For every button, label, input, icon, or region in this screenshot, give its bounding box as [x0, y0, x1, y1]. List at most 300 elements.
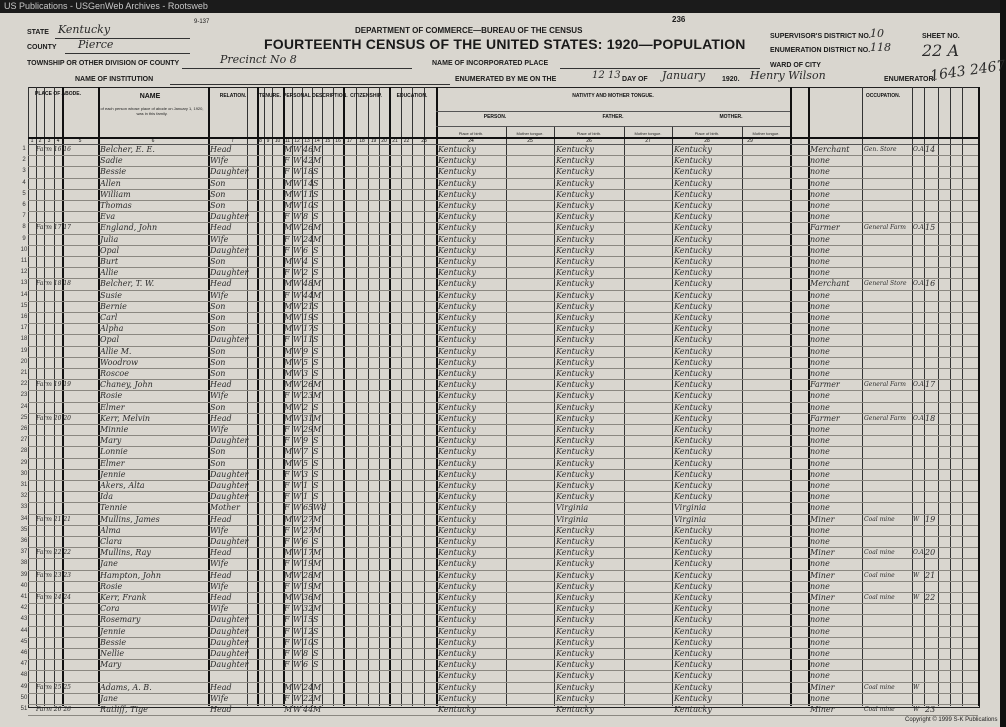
age-cell: 10 — [303, 637, 314, 647]
relation-cell: Wife — [210, 156, 229, 166]
sheet-value: 22 A — [922, 41, 959, 60]
father-birthplace-cell: Kentucky — [556, 346, 594, 356]
color-cell: W — [293, 693, 302, 703]
marital-cell: M — [313, 156, 322, 166]
column-number: 14 — [314, 138, 320, 144]
relation-cell: Daughter — [210, 637, 249, 647]
father-birthplace-cell: Kentucky — [556, 492, 594, 502]
birthplace-cell: Kentucky — [438, 335, 476, 345]
occupation-cell: Farmer — [810, 380, 840, 390]
row-number: 1 — [22, 146, 26, 152]
township-underline — [182, 68, 412, 69]
dwelling-cell: Farm 25 25 — [36, 683, 71, 691]
mother-birthplace-cell: Kentucky — [674, 335, 712, 345]
color-cell: W — [293, 223, 302, 233]
name-cell: Alma — [100, 525, 121, 535]
column-line — [379, 87, 380, 706]
code-cell: 22 — [925, 593, 936, 602]
industry-cell: Coal mine — [864, 706, 895, 713]
mother-birthplace-cell: Kentucky — [674, 324, 712, 334]
sex-cell: F — [284, 492, 290, 502]
county-underline — [65, 53, 190, 54]
sex-cell: F — [284, 391, 290, 401]
industry-cell: Coal mine — [864, 571, 895, 579]
occupation-cell: none — [810, 436, 830, 446]
mother-birthplace-cell: Virginia — [674, 514, 707, 524]
birthplace-cell: Kentucky — [438, 391, 476, 401]
occupation-cell: none — [810, 357, 830, 367]
column-line — [424, 87, 425, 706]
relation-cell: Wife — [210, 693, 229, 703]
father-birthplace-cell: Kentucky — [556, 425, 594, 434]
birthplace-cell: Kentucky — [438, 268, 476, 278]
relation-cell: Head — [210, 145, 232, 154]
age-cell: 24 — [303, 234, 314, 244]
age-cell: 44 — [303, 290, 314, 300]
supervisor-value: 10 — [870, 27, 884, 40]
father-birthplace-cell: Kentucky — [556, 469, 594, 479]
name-cell: Woodrow — [100, 357, 138, 367]
name-cell: Bessie — [100, 637, 127, 647]
row-number: 7 — [22, 213, 26, 220]
relation-cell: Daughter — [210, 481, 249, 490]
birthplace-cell: Kentucky — [438, 660, 476, 670]
birthplace-cell: Kentucky — [438, 581, 476, 591]
supervisor-label: SUPERVISOR'S DISTRICT NO. — [770, 33, 871, 40]
age-cell: 8 — [303, 212, 309, 222]
father-birthplace-cell: Kentucky — [556, 481, 594, 490]
color-cell: W — [293, 257, 302, 266]
age-cell: 12 — [303, 626, 314, 636]
marital-cell: S — [313, 458, 319, 468]
age-cell: 18 — [303, 167, 314, 177]
age-cell: 5 — [303, 458, 309, 468]
dwelling-cell: Farm 24 24 — [36, 594, 71, 601]
color-cell: W — [293, 626, 302, 636]
row-number: 29 — [20, 459, 28, 466]
name-cell: Jennie — [100, 469, 126, 479]
father-birthplace-cell: Kentucky — [556, 436, 594, 446]
birthplace-cell: Kentucky — [438, 559, 476, 569]
relation-cell: Mother — [210, 503, 240, 513]
color-cell: W — [293, 649, 302, 658]
name-cell: Hampton, John — [100, 570, 162, 580]
sex-cell: F — [284, 626, 290, 636]
relation-cell: Son — [210, 189, 226, 199]
copyright-notice: Copyright © 1999 S-K Publications — [905, 717, 998, 723]
mother-birthplace-cell: Kentucky — [674, 447, 712, 457]
row-number: 31 — [20, 482, 28, 488]
sex-cell: F — [284, 425, 290, 434]
birthplace-cell: Kentucky — [438, 413, 476, 423]
code-cell: 19 — [925, 514, 936, 524]
row-number: 41 — [20, 594, 28, 600]
ward-label: WARD OF CITY — [770, 62, 821, 69]
occupation-cell: none — [810, 537, 830, 546]
code-cell: 15 — [925, 223, 936, 233]
viewer-title-bar — [0, 0, 1000, 13]
relation-cell: Head — [210, 705, 232, 714]
name-cell: Alpha — [100, 324, 124, 334]
name-cell: Jennie — [100, 626, 126, 636]
occupation-cell: none — [810, 189, 830, 199]
relation-cell: Wife — [210, 604, 229, 614]
father-birthplace-cell: Kentucky — [556, 705, 594, 714]
column-number: 21 — [392, 138, 398, 144]
age-cell: 65 — [303, 503, 314, 513]
marital-cell: S — [313, 357, 319, 367]
row-number: 25 — [20, 414, 28, 421]
column-line — [401, 87, 402, 706]
marital-cell: M — [313, 425, 322, 434]
father-birthplace-cell: Virginia — [556, 503, 589, 513]
dwelling-cell: Farm 22 22 — [36, 549, 71, 557]
relation-cell: Daughter — [210, 649, 249, 658]
mother-birthplace-cell: Kentucky — [674, 257, 712, 266]
column-line — [790, 87, 792, 706]
enumerator-label: ENUMERATOR. — [884, 76, 936, 83]
mother-birthplace-cell: Kentucky — [674, 604, 712, 614]
color-cell: W — [293, 637, 302, 647]
marital-cell: S — [313, 346, 319, 356]
column-number: 26 — [586, 138, 592, 144]
father-birthplace-cell: Kentucky — [556, 201, 594, 210]
sex-cell: F — [284, 167, 290, 177]
row-number: 17 — [20, 325, 28, 332]
birthplace-cell: Kentucky — [438, 245, 476, 255]
sex-cell: M — [284, 570, 293, 580]
column-number: 20 — [381, 138, 387, 144]
color-cell: W — [293, 189, 302, 199]
code-cell: 23 — [925, 705, 936, 714]
father-birthplace-cell: Kentucky — [556, 369, 594, 378]
relation-cell: Head — [210, 380, 232, 390]
mother-birthplace-cell: Kentucky — [674, 223, 712, 233]
industry-cell: Coal mine — [864, 594, 895, 601]
occupation-cell: Merchant — [810, 279, 850, 289]
marital-cell: S — [313, 469, 319, 479]
father-birthplace-cell: Kentucky — [556, 145, 594, 154]
age-cell: 29 — [303, 425, 314, 434]
column-line — [389, 87, 391, 706]
color-cell: W — [293, 380, 302, 390]
sex-cell: F — [284, 637, 290, 647]
relation-cell: Head — [210, 570, 232, 580]
column-line — [54, 87, 55, 706]
occupation-cell: none — [810, 637, 830, 647]
occupation-cell: Miner — [810, 593, 835, 602]
occupation-cell: none — [810, 525, 830, 535]
sheet-label: SHEET NO. — [922, 33, 960, 40]
father-birthplace-cell: Kentucky — [556, 234, 594, 244]
sex-cell: F — [284, 537, 290, 546]
age-cell: 46 — [303, 145, 314, 154]
occupation-cell: Miner — [810, 514, 835, 524]
father-birthplace-cell: Kentucky — [556, 682, 594, 692]
sex-cell: F — [284, 245, 290, 255]
occupation-cell: none — [810, 402, 830, 412]
father-birthplace-cell: Kentucky — [556, 290, 594, 300]
name-cell: Kerr, Frank — [100, 593, 147, 602]
column-number: 19 — [370, 138, 377, 144]
mother-birthplace-cell: Kentucky — [674, 313, 712, 322]
class-cell: O.A. — [913, 381, 926, 389]
sex-cell: F — [284, 156, 290, 166]
enumeration-label: ENUMERATION DISTRICT NO. — [770, 47, 871, 54]
row-number: 42 — [20, 605, 28, 612]
year-label: 1920. — [722, 76, 740, 83]
color-cell: W — [293, 145, 302, 154]
sex-cell: M — [284, 705, 293, 714]
row-number: 47 — [20, 661, 28, 668]
mother-birthplace-cell: Kentucky — [674, 637, 712, 647]
mother-birthplace-cell: Kentucky — [674, 436, 712, 446]
age-cell: 1 — [303, 481, 309, 490]
name-cell: Eva — [100, 212, 116, 222]
mother-birthplace-cell: Kentucky — [674, 705, 712, 714]
form-title: FOURTEENTH CENSUS OF THE UNITED STATES: 1920—POPULATION — [264, 36, 746, 52]
name-cell: Allen — [100, 178, 121, 188]
industry-cell: General Farm — [864, 381, 906, 389]
row-number: 10 — [20, 246, 28, 253]
viewer-title: US Publications - USGenWeb Archives - Rootsweb — [4, 1, 208, 11]
industry-cell: General Store — [864, 280, 907, 288]
mother-birthplace-cell: Kentucky — [674, 156, 712, 166]
relation-cell: Son — [210, 447, 226, 457]
industry-cell: General Farm — [864, 224, 906, 232]
occupation-cell: none — [810, 268, 830, 278]
column-number: 12 — [294, 138, 300, 144]
township-value: Precinct No 8 — [220, 53, 297, 66]
row-number: 48 — [20, 672, 28, 679]
age-cell: 14 — [303, 178, 314, 188]
class-cell: W — [913, 706, 920, 713]
color-cell: W — [293, 156, 302, 166]
header-mother: MOTHER. — [719, 114, 743, 120]
birthplace-cell: Kentucky — [438, 514, 476, 524]
row-number: 23 — [20, 392, 28, 399]
birthplace-cell: Kentucky — [438, 481, 476, 490]
sex-cell: M — [284, 223, 293, 233]
code-cell: 16 — [925, 279, 936, 289]
dwelling-cell: Farm 26 26 — [36, 706, 71, 713]
marital-cell: S — [313, 301, 319, 311]
mother-birthplace-cell: Kentucky — [674, 234, 712, 244]
row-line — [436, 126, 790, 127]
column-line — [862, 87, 863, 706]
dwelling-cell: Farm 23 23 — [36, 571, 71, 579]
father-birthplace-cell: Kentucky — [556, 391, 594, 401]
name-cell: Minnie — [100, 425, 129, 434]
name-cell: Ida — [100, 492, 114, 502]
name-cell: Mullins, James — [100, 514, 160, 524]
row-number: 37 — [20, 549, 28, 556]
birthplace-cell: Kentucky — [438, 301, 476, 311]
column-number: 24 — [468, 138, 474, 144]
occupation-cell: none — [810, 469, 830, 479]
name-cell: Susie — [100, 290, 123, 300]
county-label: COUNTY — [27, 44, 57, 51]
father-birthplace-cell: Kentucky — [556, 257, 594, 266]
occupation-cell: Miner — [810, 682, 835, 692]
header-mother-tongue: Mother tongue. — [752, 131, 780, 136]
relation-cell: Son — [210, 402, 226, 412]
mother-birthplace-cell: Kentucky — [674, 346, 712, 356]
sex-cell: F — [284, 559, 290, 569]
mother-birthplace-cell: Kentucky — [674, 402, 712, 412]
color-cell: W — [293, 537, 302, 546]
relation-cell: Head — [210, 682, 232, 692]
birthplace-cell: Kentucky — [438, 145, 476, 154]
father-birthplace-cell: Kentucky — [556, 189, 594, 199]
marital-cell: M — [313, 581, 322, 591]
marital-cell: S — [313, 189, 319, 199]
marital-cell: S — [313, 212, 319, 222]
birthplace-cell: Kentucky — [438, 402, 476, 412]
father-birthplace-cell: Kentucky — [556, 268, 594, 278]
occupation-cell: none — [810, 649, 830, 658]
birthplace-cell: Kentucky — [438, 626, 476, 636]
age-cell: 1 — [303, 492, 309, 502]
birthplace-cell: Kentucky — [438, 548, 476, 558]
occupation-cell: none — [810, 290, 830, 300]
relation-cell: Daughter — [210, 335, 249, 345]
sex-cell: F — [284, 660, 290, 670]
mother-birthplace-cell: Kentucky — [674, 290, 712, 300]
marital-cell: M — [313, 682, 322, 692]
relation-cell: Son — [210, 301, 226, 311]
color-cell: W — [293, 234, 302, 244]
occupation-cell: none — [810, 581, 830, 591]
mother-birthplace-cell: Kentucky — [674, 525, 712, 535]
name-cell: Cora — [100, 604, 120, 614]
occupation-cell: none — [810, 257, 830, 266]
column-line — [924, 87, 925, 706]
birthplace-cell: Kentucky — [438, 447, 476, 457]
age-cell: 11 — [303, 335, 314, 345]
birthplace-cell: Kentucky — [438, 223, 476, 233]
father-birthplace-cell: Kentucky — [556, 212, 594, 222]
father-birthplace-cell: Kentucky — [556, 615, 594, 625]
age-cell: 19 — [303, 559, 314, 569]
row-number: 46 — [20, 650, 28, 656]
sex-cell: M — [284, 682, 293, 692]
occupation-cell: Farmer — [810, 223, 840, 233]
mother-birthplace-cell: Kentucky — [674, 357, 712, 367]
column-number: 29 — [747, 138, 753, 144]
marital-cell: M — [313, 525, 322, 535]
mother-birthplace-cell: Kentucky — [674, 537, 712, 546]
mother-birthplace-cell: Kentucky — [674, 279, 712, 289]
father-birthplace-cell: Virginia — [556, 514, 589, 524]
color-cell: W — [293, 514, 302, 524]
father-birthplace-cell: Kentucky — [556, 301, 594, 311]
dwelling-cell: Farm 20 20 — [36, 414, 71, 422]
sex-cell: F — [284, 615, 290, 625]
dwelling-cell: Farm 18 18 — [36, 280, 71, 288]
father-birthplace-cell: Kentucky — [556, 570, 594, 580]
column-line — [938, 87, 939, 706]
mother-birthplace-cell: Kentucky — [674, 660, 712, 670]
name-cell: Allie M. — [100, 346, 132, 356]
color-cell: W — [293, 313, 302, 322]
marital-cell: S — [313, 626, 319, 636]
row-number: 28 — [20, 448, 28, 455]
age-cell: 17 — [303, 548, 314, 558]
mother-birthplace-cell: Kentucky — [674, 167, 712, 177]
marital-cell: S — [313, 492, 319, 502]
name-cell: Julia — [100, 234, 119, 244]
birthplace-cell: Kentucky — [438, 257, 476, 266]
relation-cell: Daughter — [210, 615, 249, 625]
code-cell: 20 — [925, 548, 936, 558]
row-number: 19 — [20, 347, 28, 354]
code-cell: 18 — [925, 413, 936, 423]
marital-cell: S — [313, 649, 319, 658]
sex-cell: F — [284, 693, 290, 703]
mother-birthplace-cell: Kentucky — [674, 380, 712, 390]
mother-birthplace-cell: Kentucky — [674, 268, 712, 278]
relation-cell: Wife — [210, 581, 229, 591]
age-cell: 6 — [303, 245, 309, 255]
father-birthplace-cell: Kentucky — [556, 626, 594, 636]
relation-cell: Head — [210, 223, 232, 233]
mother-birthplace-cell: Kentucky — [674, 559, 712, 569]
row-line — [28, 715, 978, 716]
color-cell: W — [293, 290, 302, 300]
header-person-birth: Place of birth. — [458, 131, 484, 136]
age-cell: 27 — [303, 514, 314, 524]
mother-birthplace-cell: Kentucky — [674, 245, 712, 255]
marital-cell: S — [313, 447, 319, 457]
occupation-cell: none — [810, 447, 830, 457]
marital-cell: S — [313, 313, 319, 322]
color-cell: W — [293, 447, 302, 457]
sex-cell: M — [284, 548, 293, 558]
father-birthplace-cell: Kentucky — [556, 167, 594, 177]
birthplace-cell: Kentucky — [438, 357, 476, 367]
sex-cell: M — [284, 402, 293, 412]
marital-cell: M — [313, 413, 322, 423]
row-number: 38 — [20, 560, 28, 567]
incorporated-underline — [560, 68, 760, 69]
occupation-cell: none — [810, 335, 830, 345]
column-line — [962, 87, 963, 706]
birthplace-cell: Kentucky — [438, 212, 476, 222]
marital-cell: M — [313, 223, 322, 233]
column-number: 7 — [231, 138, 234, 144]
column-line — [978, 87, 980, 706]
row-number: 34 — [20, 515, 28, 522]
column-line — [672, 126, 673, 706]
marital-cell: S — [313, 268, 319, 278]
sex-cell: F — [284, 290, 290, 300]
row-number: 36 — [20, 538, 28, 544]
mother-birthplace-cell: Kentucky — [674, 369, 712, 378]
name-cell: Roscoe — [100, 369, 129, 378]
mother-birthplace-cell: Kentucky — [674, 682, 712, 692]
industry-cell: Coal mine — [864, 683, 895, 691]
row-number: 27 — [20, 437, 28, 444]
header-name: NAME — [139, 93, 161, 100]
class-cell: O.A. — [913, 146, 926, 153]
marital-cell: Wd — [313, 503, 327, 513]
relation-cell: Wife — [210, 525, 229, 535]
marital-cell: M — [313, 380, 322, 390]
occupation-cell: Miner — [810, 570, 835, 580]
age-cell: 15 — [303, 615, 314, 625]
marital-cell: M — [313, 693, 322, 703]
